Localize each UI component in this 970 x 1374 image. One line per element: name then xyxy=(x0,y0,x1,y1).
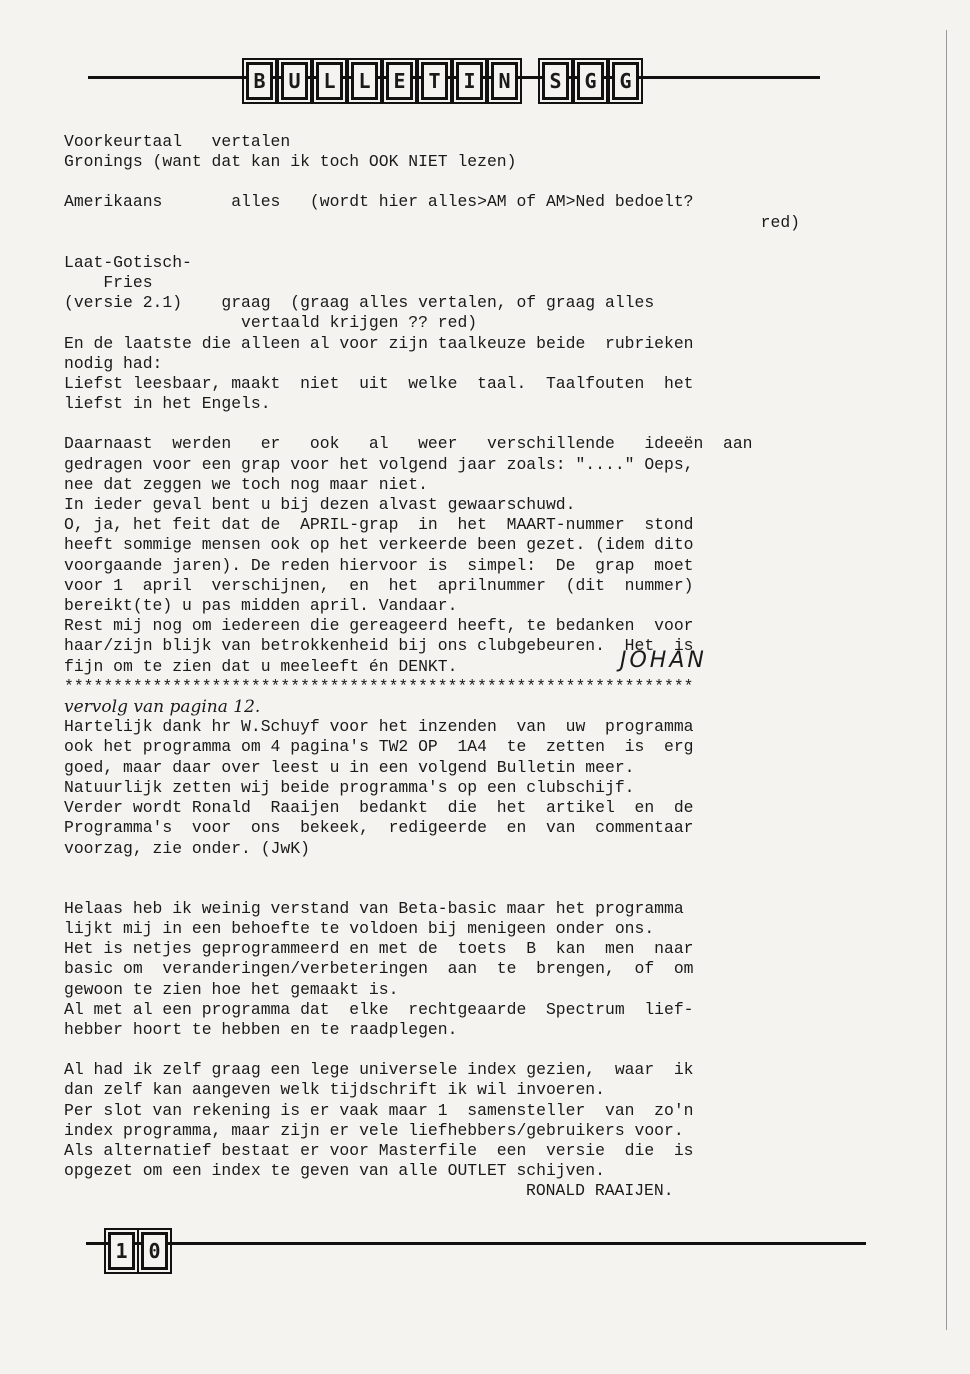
text-line: Laat-Gotisch- xyxy=(64,252,192,272)
text-line: opgezet om een index te geven van alle OUTLET schijven. xyxy=(64,1161,605,1181)
handwritten-note: vervolg van pagina 12. xyxy=(64,697,261,718)
text-line: Amerikaans alles (wordt hier alles>AM of AM>Ned bedoelt? xyxy=(64,192,694,212)
title-letter: E xyxy=(386,62,413,100)
page-digit: 0 xyxy=(141,1232,168,1270)
footer-rule xyxy=(86,1242,866,1245)
text-line: ook het programma om 4 pagina's TW2 OP 1A4 te zetten is erg xyxy=(64,737,694,757)
text-line: dan zelf kan aangeven welk tijdschrift ik wil invoeren. xyxy=(64,1080,605,1100)
title-letter: T xyxy=(421,62,448,100)
text-line: vertaald krijgen ?? red) xyxy=(64,313,478,333)
title-letter: I xyxy=(456,62,483,100)
text-line: Het is netjes geprogrammeerd en met de toets B kan men naar xyxy=(64,939,694,959)
page-number xyxy=(108,1232,174,1270)
text-line: Verder wordt Ronald Raaijen bedankt die het artikel en de xyxy=(64,798,694,818)
text-line: Fries xyxy=(64,273,153,293)
title-letter: S xyxy=(542,62,569,100)
text-line: Daarnaast werden er ook al weer verschillende ideeën aan xyxy=(64,434,753,454)
title-letter: L xyxy=(316,62,343,100)
text-line: Per slot van rekening is er vaak maar 1 samensteller van zo'n xyxy=(64,1100,694,1120)
text-line: Als alternatief bestaat er voor Masterfile een versie die is xyxy=(64,1140,694,1160)
text-line: basic om veranderingen/verbeteringen aan te brengen, of om xyxy=(64,959,694,979)
text-line: bereikt(te) u pas midden april. Vandaar. xyxy=(64,596,458,616)
text-line: In ieder geval bent u bij dezen alvast gewaarschuwd. xyxy=(64,495,576,515)
text-line: voor 1 april verschijnen, en het aprilnummer (dit nummer) xyxy=(64,575,694,595)
title-letter: L xyxy=(351,62,378,100)
text-line: Gronings (want dat kan ik toch OOK NIET lezen) xyxy=(64,152,517,172)
text-line: nodig had: xyxy=(64,353,163,373)
text-line: En de laatste die alleen al voor zijn taalkeuze beide rubrieken xyxy=(64,333,694,353)
title-letter: U xyxy=(281,62,308,100)
text-line: Helaas heb ik weinig verstand van Beta-basic maar het programma xyxy=(64,898,684,918)
text-line: lijkt mij in een behoefte te voldoen bij menigeen onder ons. xyxy=(64,918,655,938)
text-line: red) xyxy=(760,212,800,232)
separator-stars: **************************************************************** xyxy=(64,676,694,696)
signature-ronald: RONALD RAAIJEN. xyxy=(526,1181,674,1201)
text-line: voorgaande jaren). De reden hiervoor is simpel: De grap moet xyxy=(64,555,694,575)
text-line: heeft sommige mensen ook op het verkeerde been gezet. (idem dito xyxy=(64,535,694,555)
text-line: Al had ik zelf graag een lege universele index gezien, waar ik xyxy=(64,1060,694,1080)
text-line: Liefst leesbaar, maakt niet uit welke taal. Taalfouten het xyxy=(64,374,694,394)
text-line: (versie 2.1) graag (graag alles vertalen, of graag alles xyxy=(64,293,655,313)
signature-johan: JOHAN xyxy=(620,647,707,673)
text-line: Al met al een programma dat elke rechtgeaarde Spectrum lief- xyxy=(64,999,694,1019)
title-letter: G xyxy=(612,62,639,100)
text-line: index programma, maar zijn er vele liefhebbers/gebruikers voor. xyxy=(64,1120,684,1140)
title-letter: G xyxy=(577,62,604,100)
page-digit: 1 xyxy=(108,1232,135,1270)
text-line: Rest mij nog om iedereen die gereageerd heeft, te bedanken voor xyxy=(64,616,694,636)
title-letter: N xyxy=(491,62,518,100)
text-line: haar/zijn blijk van betrokkenheid bij ons clubgebeuren. Het is xyxy=(64,636,694,656)
page-footer xyxy=(86,1232,866,1282)
text-line: Voorkeurtaal vertalen xyxy=(64,132,291,151)
text-line: voorzag, zie onder. (JwK) xyxy=(64,838,310,858)
text-line: hebber hoort te hebben en te raadplegen. xyxy=(64,1019,458,1039)
bulletin-header xyxy=(88,62,820,106)
text-line: Hartelijk dank hr W.Schuyf voor het inzenden van uw programma xyxy=(64,717,694,737)
bulletin-title xyxy=(246,62,645,100)
article-body xyxy=(64,132,824,1202)
text-line: liefst in het Engels. xyxy=(64,394,271,414)
text-line: Natuurlijk zetten wij beide programma's op een clubschijf. xyxy=(64,777,635,797)
text-line: O, ja, het feit dat de APRIL-grap in het MAART-nummer stond xyxy=(64,515,694,535)
text-line: nee dat zeggen we toch nog maar niet. xyxy=(64,474,428,494)
text-line: goed, maar daar over leest u in een volgend Bulletin meer. xyxy=(64,757,635,777)
text-line: gedragen voor een grap voor het volgend jaar zoals: "...." Oeps, xyxy=(64,454,694,474)
text-line: gewoon te zien hoe het gemaakt is. xyxy=(64,979,399,999)
text-line: Programma's voor ons bekeek, redigeerde en van commentaar xyxy=(64,818,694,838)
text-line: fijn om te zien dat u meeleeft én DENKT. xyxy=(64,656,458,676)
page-edge-line xyxy=(946,30,947,1330)
title-letter: B xyxy=(246,62,273,100)
